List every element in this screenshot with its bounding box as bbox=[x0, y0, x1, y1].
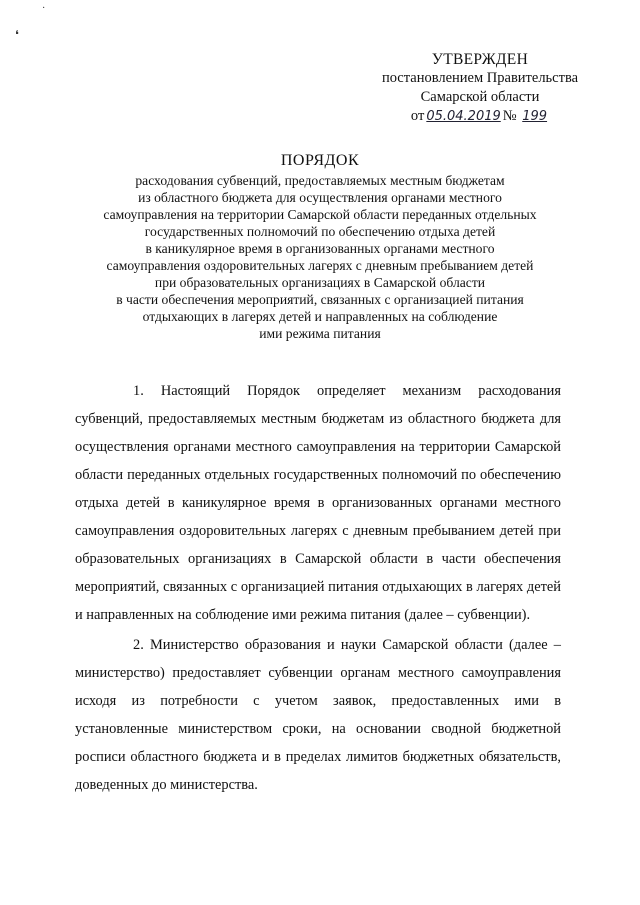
subtitle-line: из областного бюджета для осуществления органами местного bbox=[138, 190, 502, 205]
subtitle-line: государственных полномочий по обеспечению отдыха детей bbox=[144, 224, 496, 239]
approval-line: постановлением Правительства bbox=[381, 70, 579, 86]
document-body bbox=[75, 377, 561, 799]
subtitle-line: при образовательных организациях в Самарской области bbox=[154, 275, 486, 290]
subtitle-line: отдыхающих в лагерях детей и направленных на соблюдение bbox=[142, 309, 498, 324]
subtitle-line: самоуправления оздоровительных лагерях с дневным пребыванием детей bbox=[106, 258, 534, 273]
handwritten-date: 05.04.2019 bbox=[426, 109, 501, 124]
subtitle-line: в каникулярное время в организованных органами местного bbox=[145, 241, 495, 256]
subtitle-line: расходования субвенций, предоставляемых местным бюджетам bbox=[135, 173, 505, 188]
date-prefix: от bbox=[410, 108, 425, 124]
subtitle-line: в части обеспечения мероприятий, связанных с организацией питания bbox=[116, 292, 524, 307]
paragraph: 1. Настоящий Порядок определяет механизм расходования субвенций, предоставляемых местным бюджетам из областного бюджета для осуществления органами местного самоуправления на территории Самарской области переданных отдельных государственных полномочий по обеспечению отдыха детей в каникулярное время в организованных органами местного самоуправления оздоровительных лагерях с дневным пребыванием детей при образовательных организациях в Самарской области в части обеспечения мероприятий, связанных с организацией питания отдыхающих в лагерях детей и направленных на соблюдение ими режима питания (далее – субвенции). bbox=[75, 383, 561, 623]
approval-date-line bbox=[360, 107, 600, 126]
document-title: ПОРЯДОК bbox=[280, 152, 360, 169]
approval-heading: УТВЕРЖДЕН bbox=[431, 51, 529, 68]
margin-mark: ❛ bbox=[15, 28, 19, 42]
subtitle-line: ими режима питания bbox=[259, 326, 381, 341]
approval-stamp bbox=[360, 50, 600, 126]
number-prefix: № bbox=[502, 108, 517, 124]
approval-line: Самарской области bbox=[420, 89, 540, 105]
document-title-block bbox=[70, 152, 570, 342]
subtitle-line: самоуправления на территории Самарской области переданных отдельных bbox=[103, 207, 537, 222]
handwritten-number: 199 bbox=[522, 109, 548, 124]
paragraph: 2. Министерство образования и науки Самарской области (далее – министерство) предоставляет субвенции органам местного самоуправления исходя из потребности с учетом заявок, предоставленных ими в установленные министерством сроки, на основании сводной бюджетной росписи областного бюджета и в пределах лимитов бюджетных обязательств, доведенных до министерства. bbox=[75, 637, 561, 793]
margin-mark: · bbox=[42, 3, 46, 14]
